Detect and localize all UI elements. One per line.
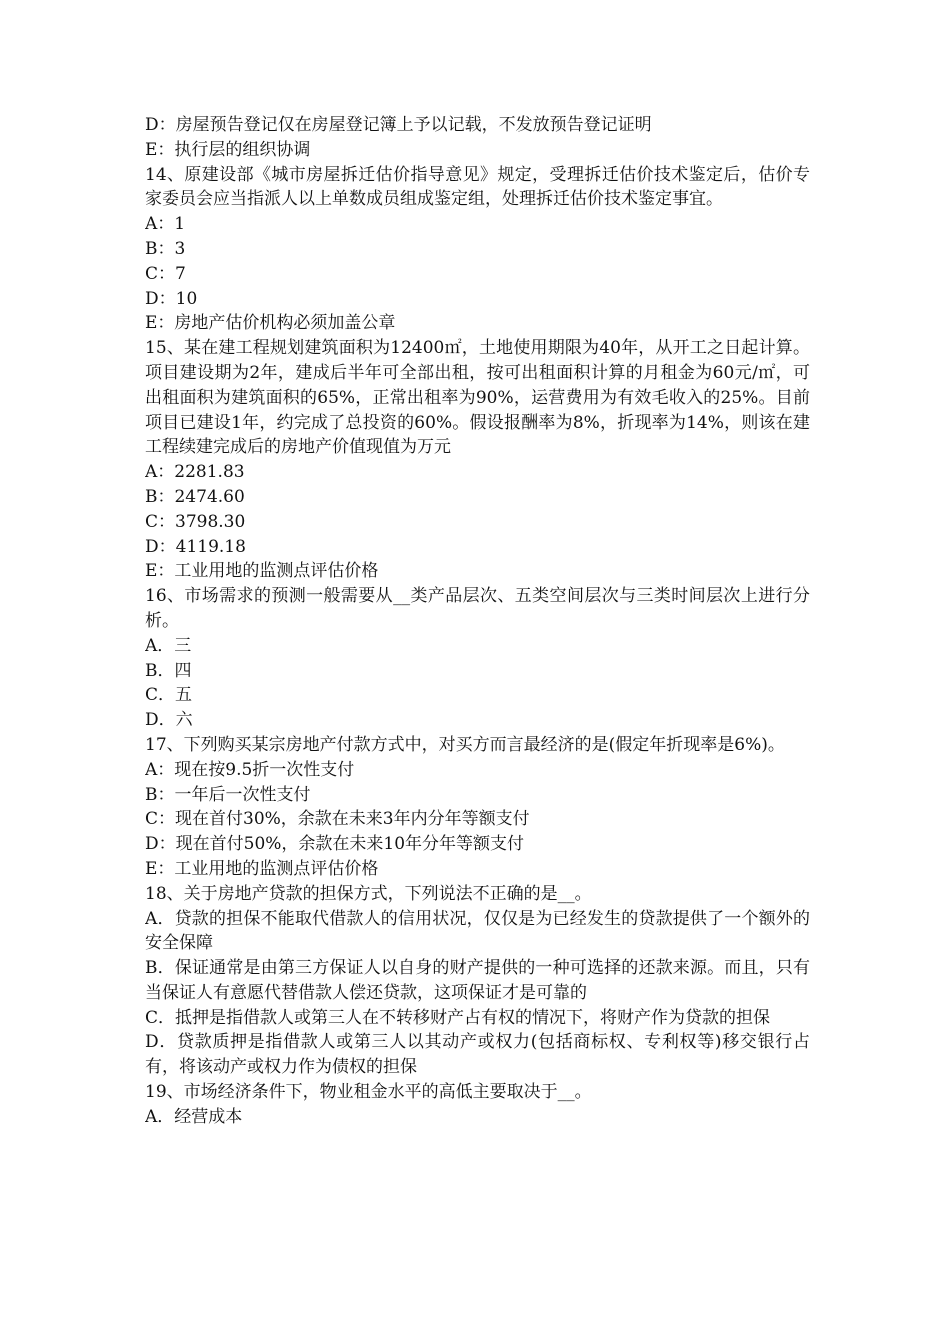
option-18-d: D．贷款质押是指借款人或第三人以其动产或权力(包括商标权、专利权等)移交银行占有，将该动产或权力作为债权的担保 <box>145 1032 810 1078</box>
question-19: 19、市场经济条件下，物业租金水平的高低主要取决于__。 <box>145 1082 592 1103</box>
question-15: 15、某在建工程规划建筑面积为12400㎡，土地使用期限为40年，从开工之日起计算。项目建设期为2年，建成后半年可全部出租，按可出租面积计算的月租金为60元/㎡，可出租面积为建筑面积的65%，正常出租率为90%，运营费用为有效毛收入的25%。目前项目已建设1年，约完成了总投资的60%。假设报酬率为8%，折现率为14%，则该在建工程续建完成后的房地产价值现值为万元 <box>145 338 810 458</box>
option-15-a: A：2281.83 <box>145 462 245 483</box>
option-14-d: D：10 <box>145 288 198 309</box>
option-13-d: D：房屋预告登记仅在房屋登记簿上予以记载，不发放预告登记证明 <box>145 115 652 135</box>
option-15-b: B：2474.60 <box>145 486 245 507</box>
option-16-c: C．五 <box>145 685 193 706</box>
option-14-b: B：3 <box>145 238 186 259</box>
option-14-c: C：7 <box>145 263 186 284</box>
option-18-c: C．抵押是指借款人或第三人在不转移财产占有权的情况下，将财产作为贷款的担保 <box>145 1007 771 1028</box>
question-16: 16、市场需求的预测一般需要从__类产品层次、五类空间层次与三类时间层次上进行分析。 <box>145 586 810 631</box>
option-17-b: B：一年后一次性支付 <box>145 784 311 805</box>
option-17-a: A：现在按9.5折一次性支付 <box>145 759 355 780</box>
option-18-a: A．贷款的担保不能取代借款人的信用状况，仅仅是为已经发生的贷款提供了一个额外的安全保障 <box>145 908 810 954</box>
question-17: 17、下列购买某宗房地产付款方式中，对买方而言最经济的是(假定年折现率是6%)。 <box>145 734 785 755</box>
option-18-b: B．保证通常是由第三方保证人以自身的财产提供的一种可选择的还款来源。而且，只有当保证人有意愿代替借款人偿还贷款，这项保证才是可靠的 <box>145 958 810 1003</box>
option-17-d: D：现在首付50%，余款在未来10年分年等额支付 <box>145 834 525 855</box>
option-15-e: E：工业用地的监测点评估价格 <box>145 561 379 582</box>
question-14: 14、原建设部《城市房屋拆迁估价指导意见》规定，受理拆迁估价技术鉴定后，估价专家委员会应当指派人以上单数成员组成鉴定组，处理拆迁估价技术鉴定事宜。 <box>145 164 810 210</box>
option-16-d: D．六 <box>145 710 193 731</box>
option-15-d: D：4119.18 <box>145 536 246 557</box>
question-18: 18、关于房地产贷款的担保方式，下列说法不正确的是__。 <box>145 883 592 904</box>
option-16-a: A．三 <box>145 635 192 656</box>
option-14-e: E：房地产估价机构必须加盖公章 <box>145 313 396 334</box>
option-17-e: E：工业用地的监测点评估价格 <box>145 858 379 879</box>
document-body <box>145 113 810 1130</box>
option-14-a: A：1 <box>145 214 186 235</box>
option-16-b: B．四 <box>145 660 192 681</box>
option-19-a: A．经营成本 <box>145 1106 243 1127</box>
option-13-e: E：执行层的组织协调 <box>145 139 311 160</box>
option-17-c: C：现在首付30%，余款在未来3年内分年等额支付 <box>145 809 530 830</box>
option-15-c: C：3798.30 <box>145 511 246 532</box>
